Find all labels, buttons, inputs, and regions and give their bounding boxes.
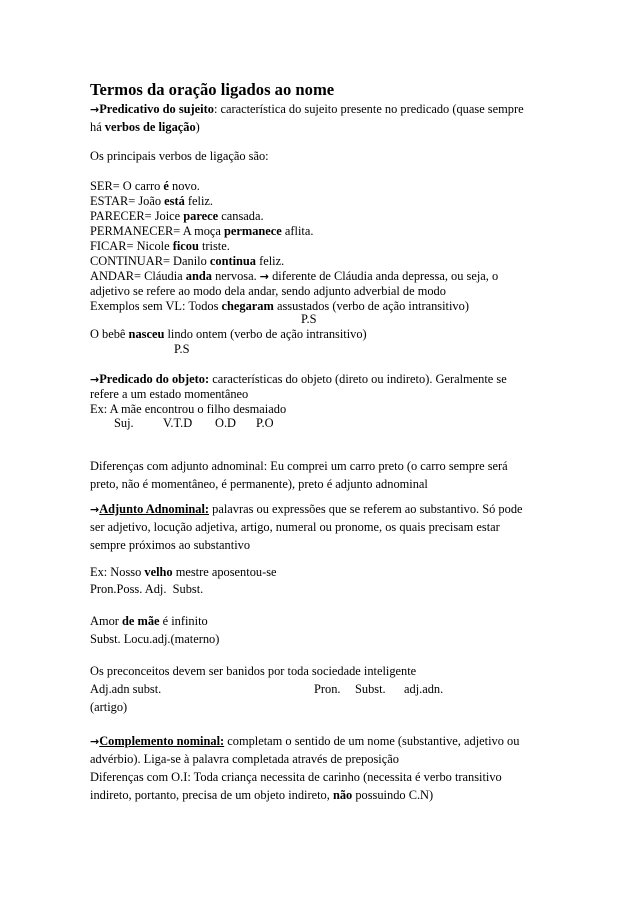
verb-estar: ESTAR= João está feliz. xyxy=(90,194,214,208)
complemento-nominal-line4: indireto, portanto, precisa de um objeto indireto, não possuindo C.N) xyxy=(90,788,434,802)
verbos-intro: Os principais verbos de ligação são: xyxy=(90,149,269,163)
verb-andar: ANDAR= Cláudia anda nervosa. → diferente de Cláudia anda depressa, ou seja, o xyxy=(90,269,499,283)
predicado-objeto-line2: refere a um estado momentâneo xyxy=(90,387,249,401)
arrow-right-icon: → xyxy=(259,270,270,283)
grammar-tag: V.T.D xyxy=(163,416,193,430)
preconceitos-example: Os preconceitos devem ser banidos por toda sociedade inteligente xyxy=(90,664,417,678)
grammar-tag: (artigo) xyxy=(90,700,128,714)
adjunto-adnominal-line1: →Adjunto Adnominal: palavras ou expressões que se referem ao substantivo. Só pode xyxy=(90,502,523,516)
arrow-right-icon: → xyxy=(90,735,100,748)
grammar-tag: Suj. xyxy=(114,416,134,430)
adjunto-adnominal-label: Adjunto Adnominal: xyxy=(99,502,210,516)
predicativo-sujeito-line1: →Predicativo do sujeito: característica do sujeito presente no predicado (quase sempre xyxy=(90,102,524,116)
complemento-nominal-line2: advérbio). Liga-se à palavra completada através de preposição xyxy=(90,752,399,766)
predicado-objeto-example: Ex: A mãe encontrou o filho desmaiado xyxy=(90,402,287,416)
verb-parecer: PARECER= Joice parece cansada. xyxy=(90,209,264,223)
amor-tags: Subst. Locu.adj.(materno) xyxy=(90,632,220,646)
exemplos-sem-vl: Exemplos sem VL: Todos chegaram assustados (verbo de ação intransitivo) xyxy=(90,299,469,313)
diferencas-adjunto-line1: Diferenças com adjunto adnominal: Eu comprei um carro preto (o carro sempre será xyxy=(90,459,508,473)
predicado-objeto-label: Predicado do objeto: xyxy=(99,372,210,386)
ps-tag: P.S xyxy=(301,312,317,326)
ex-velho: Ex: Nosso velho mestre aposentou-se xyxy=(90,565,277,579)
grammar-tag: Pron. xyxy=(314,682,341,696)
verb-permanecer: PERMANECER= A moça permanece aflita. xyxy=(90,224,314,238)
verb-ficar: FICAR= Nicole ficou triste. xyxy=(90,239,230,253)
ex-velho-tags: Pron.Poss. Adj. Subst. xyxy=(90,582,204,596)
verb-andar-line2: adjetivo se refere ao modo dela andar, sendo adjunto adverbial de modo xyxy=(90,284,446,298)
arrow-right-icon: → xyxy=(90,373,100,386)
adjunto-adnominal-line3: sempre próximos ao substantivo xyxy=(90,538,251,552)
predicativo-sujeito-line2: há verbos de ligação) xyxy=(90,120,200,134)
grammar-tag: Subst. xyxy=(355,682,386,696)
grammar-tag: O.D xyxy=(215,416,236,430)
bebe-example: O bebê nasceu lindo ontem (verbo de ação intransitivo) xyxy=(90,327,367,341)
verb-continuar: CONTINUAR= Danilo continua feliz. xyxy=(90,254,285,268)
complemento-nominal-label: Complemento nominal: xyxy=(99,734,225,748)
amor-example: Amor de mãe é infinito xyxy=(90,614,208,628)
adjunto-adnominal-line2: ser adjetivo, locução adjetiva, artigo, numeral ou pronome, os quais precisam estar xyxy=(90,520,500,534)
complemento-nominal-line1: →Complemento nominal: completam o sentido de um nome (substantive, adjetivo ou xyxy=(90,734,520,748)
predicativo-sujeito-label: Predicativo do sujeito xyxy=(99,102,214,116)
grammar-tag: P.O xyxy=(256,416,274,430)
arrow-right-icon: → xyxy=(90,103,100,116)
page-title: Termos da oração ligados ao nome xyxy=(90,80,335,99)
ps-tag: P.S xyxy=(174,342,190,356)
predicado-objeto-line1: →Predicado do objeto: características do objeto (direto ou indireto). Geralmente se xyxy=(90,372,507,386)
verb-ser: SER= O carro é novo. xyxy=(90,179,200,193)
diferencas-adjunto-line2: preto, não é momentâneo, é permanente), preto é adjunto adnominal xyxy=(90,477,428,491)
arrow-right-icon: → xyxy=(90,503,100,516)
complemento-nominal-line3: Diferenças com O.I: Toda criança necessita de carinho (necessita é verbo transitivo xyxy=(90,770,502,784)
grammar-tag: Adj.adn subst. xyxy=(90,682,162,696)
grammar-tag: adj.adn. xyxy=(404,682,444,696)
